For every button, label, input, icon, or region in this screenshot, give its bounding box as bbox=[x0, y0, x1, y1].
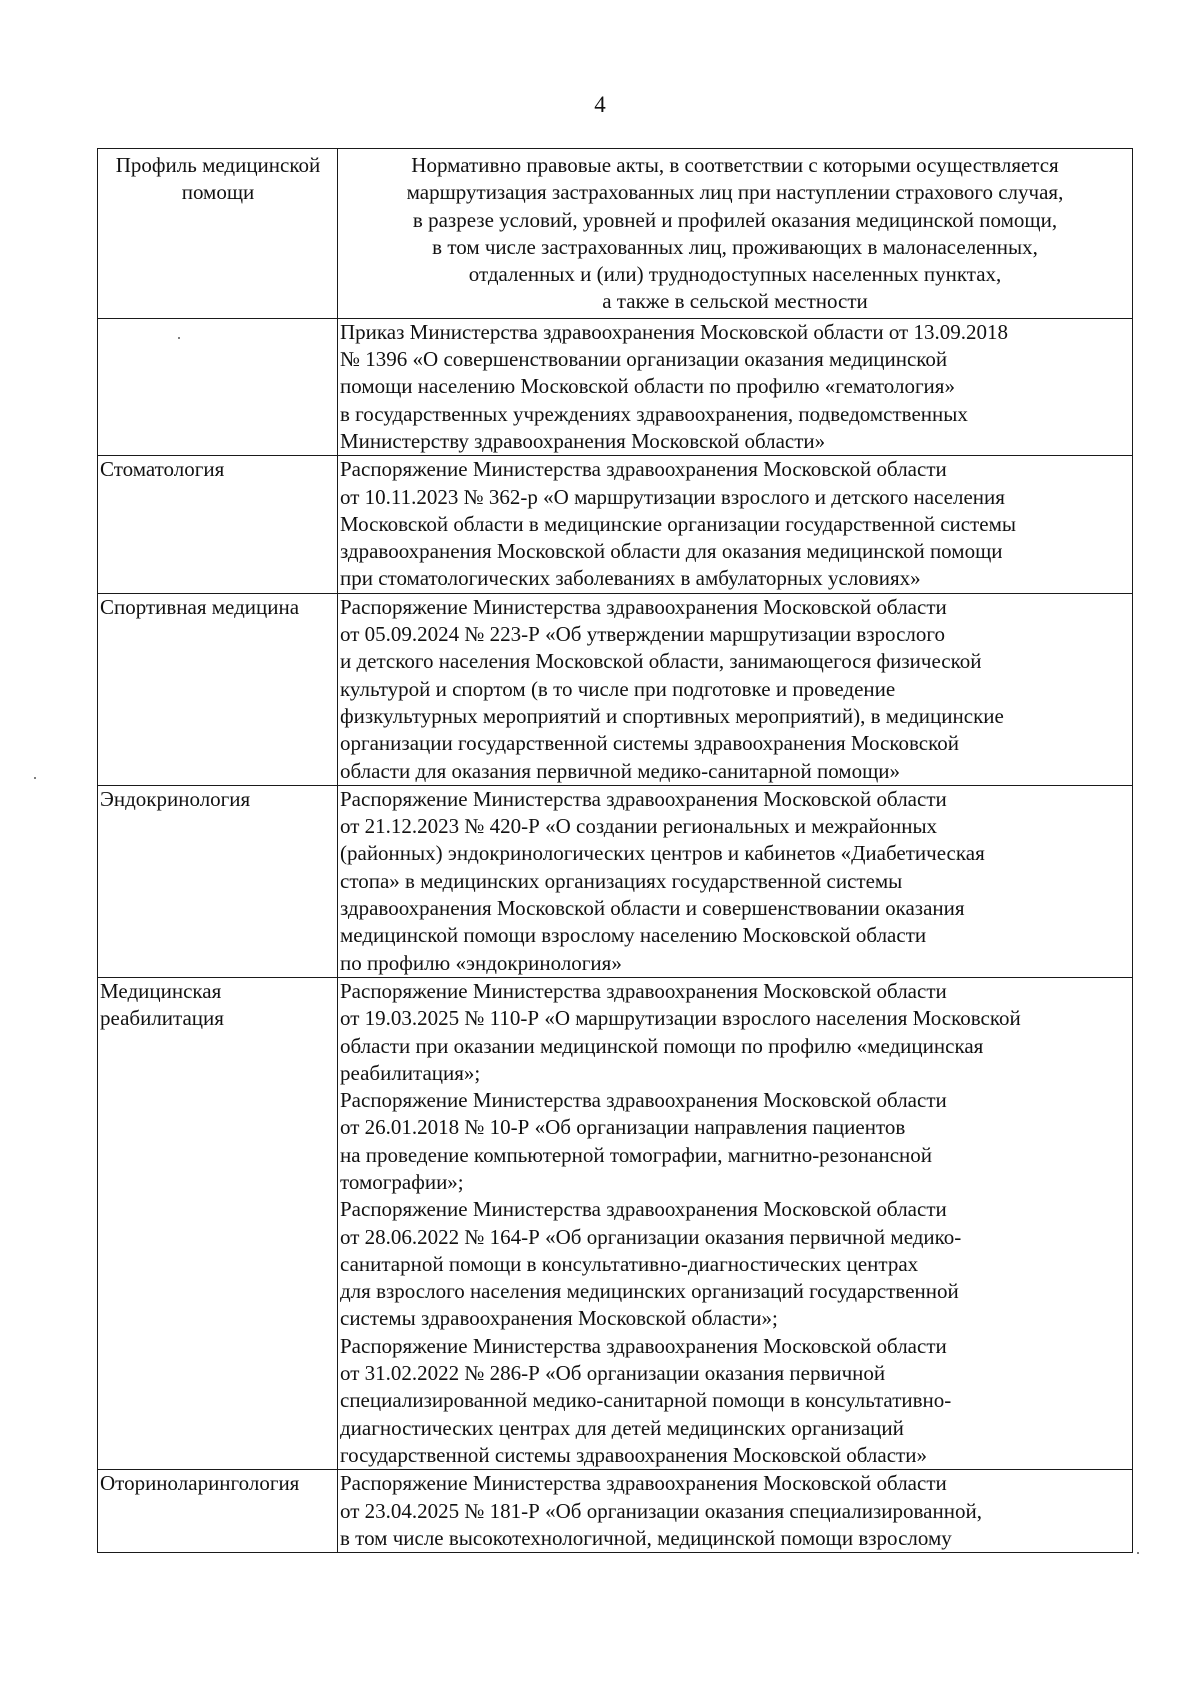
acts-line: области при оказании медицинской помощи по профилю «медицинская bbox=[340, 1033, 984, 1058]
profile-cell bbox=[98, 593, 338, 785]
table-row bbox=[98, 1470, 1133, 1553]
acts-line: от 26.01.2018 № 10-Р «Об организации направления пациентов bbox=[340, 1115, 906, 1140]
acts-line: Распоряжение Министерства здравоохранения Московской области bbox=[340, 1088, 947, 1113]
profile-line: Стоматология bbox=[100, 457, 225, 482]
header-profile-line: Профиль медицинской bbox=[115, 153, 321, 177]
acts-line: при стоматологических заболеваниях в амбулаторных условиях» bbox=[340, 566, 921, 591]
acts-line: и детского населения Московской области, занимающегося физической bbox=[340, 649, 982, 674]
acts-line: № 1396 «О совершенствовании организации оказания медицинской bbox=[340, 347, 948, 372]
acts-line: от 05.09.2024 № 223-Р «Об утверждении маршрутизации взрослого bbox=[340, 622, 945, 647]
header-acts-line: Нормативно правовые акты, в соответствии с которыми осуществляется bbox=[411, 153, 1059, 177]
acts-line: медицинской помощи взрослому населению Московской области bbox=[340, 923, 927, 948]
table-row bbox=[98, 456, 1133, 593]
table-row bbox=[98, 593, 1133, 785]
acts-line: Распоряжение Министерства здравоохранения Московской области bbox=[340, 1333, 947, 1358]
table-row bbox=[98, 785, 1133, 977]
acts-line: здравоохранения Московской области для оказания медицинской помощи bbox=[340, 539, 1003, 564]
profile-line: Оториноларингология bbox=[100, 1471, 300, 1496]
profile-line: реабилитация bbox=[100, 1006, 224, 1031]
acts-cell bbox=[338, 456, 1133, 593]
acts-line: реабилитация»; bbox=[340, 1060, 481, 1085]
profile-line: Спортивная медицина bbox=[100, 594, 300, 619]
page-number: 4 bbox=[594, 92, 606, 117]
acts-line: Министерству здравоохранения Московской области» bbox=[340, 428, 826, 453]
header-acts bbox=[338, 149, 1133, 319]
header-profile-line: помощи bbox=[181, 180, 255, 205]
profile-line: Эндокринология bbox=[100, 786, 251, 811]
acts-line: государственной системы здравоохранения Московской области» bbox=[340, 1442, 927, 1467]
acts-line: Распоряжение Министерства здравоохранения Московской области bbox=[340, 978, 947, 1003]
acts-line: на проведение компьютерной томографии, магнитно-резонансной bbox=[340, 1142, 933, 1167]
acts-line: системы здравоохранения Московской области»; bbox=[340, 1306, 778, 1331]
acts-line: области для оказания первичной медико-санитарной помощи» bbox=[340, 758, 901, 783]
header-acts-line: в том числе застрахованных лиц, проживающих в малонаселенных, bbox=[432, 234, 1038, 259]
acts-line: от 23.04.2025 № 181-Р «Об организации оказания специализированной, bbox=[340, 1498, 982, 1523]
acts-line: (районных) эндокринологических центров и кабинетов «Диабетическая bbox=[340, 841, 985, 866]
scan-speck bbox=[178, 337, 180, 339]
acts-line: от 31.02.2022 № 286-Р «Об организации оказания первичной bbox=[340, 1361, 886, 1386]
acts-cell bbox=[338, 785, 1133, 977]
header-acts-line: а также в сельской местности bbox=[602, 289, 868, 314]
header-acts-line: отдаленных и (или) труднодоступных населенных пунктах, bbox=[468, 262, 1002, 287]
acts-line: физкультурных мероприятий и спортивных мероприятий), в медицинские bbox=[340, 703, 1004, 728]
acts-line: Московской области в медицинские организации государственной системы bbox=[340, 511, 1016, 536]
acts-line: Распоряжение Министерства здравоохранения Московской области bbox=[340, 457, 947, 482]
profile-cell bbox=[98, 785, 338, 977]
acts-line: Распоряжение Министерства здравоохранения Московской области bbox=[340, 594, 947, 619]
acts-line: по профилю «эндокринология» bbox=[340, 950, 622, 975]
acts-line: стопа» в медицинских организациях государственной системы bbox=[340, 868, 903, 893]
acts-line: помощи населению Московской области по профилю «гематология» bbox=[340, 374, 955, 399]
acts-cell bbox=[338, 593, 1133, 785]
acts-line: в государственных учреждениях здравоохранения, подведомственных bbox=[340, 401, 968, 426]
acts-line: культурой и спортом (в то числе при подготовке и проведение bbox=[340, 676, 896, 701]
acts-line: Распоряжение Министерства здравоохранения Московской области bbox=[340, 1471, 947, 1496]
acts-line: томографии»; bbox=[340, 1169, 464, 1194]
acts-cell bbox=[338, 318, 1133, 455]
acts-cell bbox=[338, 1470, 1133, 1553]
profile-cell bbox=[98, 318, 338, 455]
acts-cell bbox=[338, 977, 1133, 1469]
acts-line: от 21.12.2023 № 420-Р «О создании региональных и межрайонных bbox=[340, 814, 938, 839]
acts-line: здравоохранения Московской области и совершенствовании оказания bbox=[340, 896, 965, 921]
table-row bbox=[98, 977, 1133, 1469]
acts-line: Приказ Министерства здравоохранения Московской области от 13.09.2018 bbox=[340, 319, 1008, 344]
header-acts-line: в разрезе условий, уровней и профилей оказания медицинской помощи, bbox=[412, 207, 1058, 232]
acts-line: специализированной медико-санитарной помощи в консультативно- bbox=[340, 1388, 952, 1413]
acts-line: Распоряжение Министерства здравоохранения Московской области bbox=[340, 786, 947, 811]
acts-line: от 10.11.2023 № 362-р «О маршрутизации взрослого и детского населения bbox=[340, 484, 1005, 509]
acts-line: санитарной помощи в консультативно-диагностических центрах bbox=[340, 1251, 919, 1276]
scan-speck bbox=[1137, 1552, 1139, 1554]
profile-cell bbox=[98, 977, 338, 1469]
header-profile bbox=[98, 149, 338, 319]
profile-cell bbox=[98, 1470, 338, 1553]
acts-line: в том числе высокотехнологичной, медицинской помощи взрослому bbox=[340, 1525, 952, 1550]
profile-cell bbox=[98, 456, 338, 593]
table-header-row bbox=[98, 149, 1133, 319]
table-row bbox=[98, 318, 1133, 455]
acts-line: диагностических центрах для детей медицинских организаций bbox=[340, 1415, 904, 1440]
legal-acts-table bbox=[97, 148, 1133, 1553]
acts-line: Распоряжение Министерства здравоохранения Московской области bbox=[340, 1197, 947, 1222]
acts-line: от 19.03.2025 № 110-Р «О маршрутизации взрослого населения Московской bbox=[340, 1006, 1021, 1031]
acts-line: от 28.06.2022 № 164-Р «Об организации оказания первичной медико- bbox=[340, 1224, 962, 1249]
header-acts-line: маршрутизация застрахованных лиц при наступлении страхового случая, bbox=[406, 180, 1064, 205]
profile-line: Медицинская bbox=[100, 978, 222, 1003]
scan-speck bbox=[34, 777, 36, 779]
acts-line: организации государственной системы здравоохранения Московской bbox=[340, 731, 959, 756]
acts-line: для взрослого населения медицинских организаций государственной bbox=[340, 1279, 959, 1304]
